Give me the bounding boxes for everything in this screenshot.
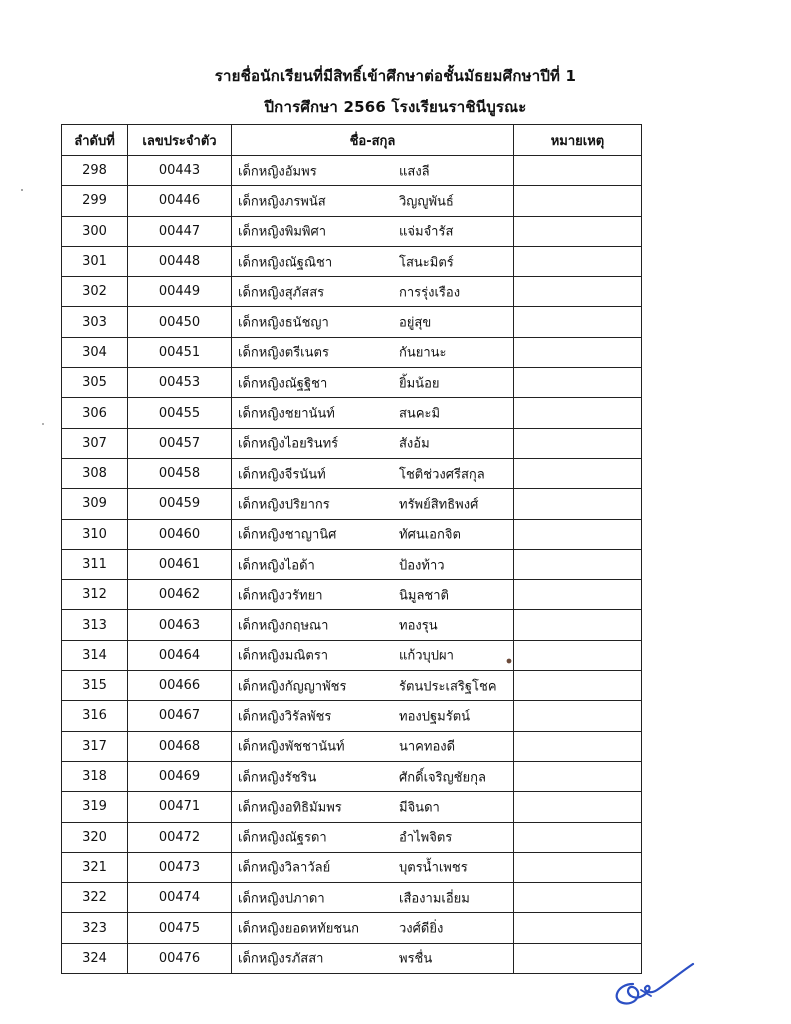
order-number-cell: 300 (62, 216, 128, 246)
order-number-cell: 301 (62, 246, 128, 276)
table-row (62, 852, 642, 882)
student-first-name: เด็กหญิงธนัชญา (238, 315, 329, 331)
student-id-cell: 00446 (128, 186, 232, 216)
table-row (62, 913, 642, 943)
student-first-name: เด็กหญิงตรีเนตร (238, 345, 329, 361)
order-number-cell: 314 (62, 640, 128, 670)
remark-cell (514, 731, 642, 761)
student-name-cell (232, 943, 514, 973)
student-first-name: เด็กหญิงชยานันท์ (238, 406, 335, 422)
student-id-cell: 00461 (128, 549, 232, 579)
remark-cell (514, 156, 642, 186)
table-row (62, 398, 642, 428)
order-number-cell: 320 (62, 822, 128, 852)
student-first-name: เด็กหญิงสุภัสสร (238, 285, 325, 301)
column-header-order: ลำดับที่ (62, 125, 128, 156)
student-id-cell: 00458 (128, 458, 232, 488)
student-first-name: เด็กหญิงวิรัลพัชร (238, 709, 332, 725)
column-header-student-id: เลขประจำตัว (128, 125, 232, 156)
student-name-cell (232, 156, 514, 186)
remark-cell (514, 277, 642, 307)
remark-cell (514, 640, 642, 670)
table-row (62, 640, 642, 670)
student-first-name: เด็กหญิงภรพนัส (238, 194, 326, 210)
student-id-cell: 00448 (128, 246, 232, 276)
table-row (62, 610, 642, 640)
order-number-cell: 303 (62, 307, 128, 337)
student-first-name: เด็กหญิงจีรนันท์ (238, 467, 326, 483)
table-row (62, 337, 642, 367)
student-last-name: ทัศนเอกจิต (399, 527, 461, 543)
order-number-cell: 304 (62, 337, 128, 367)
student-id-cell: 00450 (128, 307, 232, 337)
student-last-name: อยู่สุข (399, 315, 432, 331)
remark-cell (514, 580, 642, 610)
table-row (62, 519, 642, 549)
table-row (62, 580, 642, 610)
student-name-cell (232, 792, 514, 822)
student-first-name: เด็กหญิงมณิตรา (238, 648, 329, 664)
student-last-name: วิญญูพันธ์ (399, 194, 454, 210)
table-row (62, 701, 642, 731)
order-number-cell: 324 (62, 943, 128, 973)
remark-cell (514, 761, 642, 791)
student-last-name: แจ่มจำรัส (399, 224, 454, 240)
student-id-cell: 00476 (128, 943, 232, 973)
student-last-name: สังอ้ม (399, 436, 430, 452)
student-id-cell: 00474 (128, 883, 232, 913)
order-number-cell: 309 (62, 489, 128, 519)
remark-cell (514, 883, 642, 913)
student-id-cell: 00466 (128, 671, 232, 701)
student-id-cell: 00473 (128, 852, 232, 882)
remark-cell (514, 398, 642, 428)
remark-cell (514, 246, 642, 276)
student-id-cell: 00475 (128, 913, 232, 943)
student-id-cell: 00443 (128, 156, 232, 186)
student-first-name: เด็กหญิงกัญญาพัชร (238, 679, 347, 695)
student-id-cell: 00449 (128, 277, 232, 307)
student-id-cell: 00459 (128, 489, 232, 519)
table-row (62, 186, 642, 216)
table-row (62, 792, 642, 822)
student-last-name: ป้องท้าว (399, 558, 445, 573)
student-id-cell: 00451 (128, 337, 232, 367)
table-row (62, 156, 642, 186)
student-first-name: เด็กหญิงไอยรินทร์ (238, 436, 339, 452)
order-number-cell: 319 (62, 792, 128, 822)
remark-cell (514, 307, 642, 337)
student-first-name: เด็กหญิงปริยากร (238, 497, 330, 513)
student-id-cell: 00472 (128, 822, 232, 852)
student-id-cell: 00453 (128, 368, 232, 398)
student-last-name: กันยานะ (399, 345, 447, 361)
student-name-cell (232, 186, 514, 216)
student-last-name: วงศ์ดียิ่ง (399, 921, 444, 937)
table-row (62, 822, 642, 852)
student-name-cell (232, 822, 514, 852)
remark-cell (514, 186, 642, 216)
handwritten-signature (605, 950, 700, 1010)
student-last-name: ทรัพย์สิทธิพงศ์ (399, 497, 479, 513)
student-name-cell (232, 398, 514, 428)
student-name-cell (232, 277, 514, 307)
student-name-cell (232, 428, 514, 458)
student-last-name: มีจินดา (399, 800, 440, 816)
student-last-name: แสงลี (399, 164, 430, 180)
student-name-cell (232, 731, 514, 761)
remark-cell (514, 216, 642, 246)
student-last-name: อำไพจิตร (399, 830, 453, 846)
student-first-name: เด็กหญิงณัฐฐิชา (238, 376, 328, 392)
student-id-cell: 00447 (128, 216, 232, 246)
student-name-cell (232, 337, 514, 367)
student-last-name: ทองปฐมรัตน์ (399, 709, 471, 725)
student-name-cell (232, 701, 514, 731)
student-first-name: เด็กหญิงรัชริน (238, 770, 317, 786)
table-row (62, 428, 642, 458)
table-row (62, 671, 642, 701)
student-last-name: ยิ้มน้อย (399, 376, 440, 392)
student-first-name: เด็กหญิงยอดหทัยชนก (238, 921, 359, 937)
student-name-cell (232, 671, 514, 701)
student-first-name: เด็กหญิงณัฐณิชา (238, 255, 333, 271)
order-number-cell: 302 (62, 277, 128, 307)
table-row (62, 307, 642, 337)
remark-cell (514, 458, 642, 488)
student-last-name: การรุ่งเรือง (399, 285, 461, 301)
remark-cell (514, 489, 642, 519)
order-number-cell: 313 (62, 610, 128, 640)
column-header-remark: หมายเหตุ (514, 125, 642, 156)
order-number-cell: 310 (62, 519, 128, 549)
scan-speck (42, 423, 44, 425)
student-name-cell (232, 640, 514, 670)
remark-cell (514, 368, 642, 398)
remark-cell (514, 822, 642, 852)
column-header-name: ชื่อ-สกุล (232, 125, 514, 156)
student-id-cell: 00471 (128, 792, 232, 822)
student-name-cell (232, 852, 514, 882)
student-id-cell: 00462 (128, 580, 232, 610)
order-number-cell: 323 (62, 913, 128, 943)
student-first-name: เด็กหญิงปภาดา (238, 891, 325, 907)
table-row (62, 458, 642, 488)
remark-cell (514, 852, 642, 882)
student-last-name: สนคะมิ (399, 406, 441, 422)
order-number-cell: 316 (62, 701, 128, 731)
student-last-name: นาคทองดี (399, 739, 456, 755)
student-last-name: โชติช่วงศรีสกุล (399, 467, 485, 483)
student-name-cell (232, 216, 514, 246)
student-id-cell: 00455 (128, 398, 232, 428)
table-row (62, 761, 642, 791)
order-number-cell: 299 (62, 186, 128, 216)
student-id-cell: 00467 (128, 701, 232, 731)
student-name-cell (232, 489, 514, 519)
student-last-name: เสืองามเอี่ยม (399, 891, 470, 907)
student-id-cell: 00468 (128, 731, 232, 761)
student-last-name: บุตรน้ำเพชร (399, 860, 468, 876)
table-row (62, 883, 642, 913)
student-id-cell: 00469 (128, 761, 232, 791)
remark-cell (514, 701, 642, 731)
order-number-cell: 317 (62, 731, 128, 761)
student-name-cell (232, 519, 514, 549)
order-number-cell: 315 (62, 671, 128, 701)
order-number-cell: 311 (62, 549, 128, 579)
table-row (62, 246, 642, 276)
order-number-cell: 312 (62, 580, 128, 610)
student-name-cell (232, 246, 514, 276)
table-header-row (62, 125, 642, 156)
order-number-cell: 308 (62, 458, 128, 488)
table-row (62, 731, 642, 761)
remark-cell (514, 519, 642, 549)
student-first-name: เด็กหญิงพัชชานันท์ (238, 739, 345, 755)
student-first-name: เด็กหญิงชาญานิศ (238, 527, 337, 543)
order-number-cell: 322 (62, 883, 128, 913)
scan-speck (21, 189, 23, 191)
order-number-cell: 298 (62, 156, 128, 186)
document-subtitle: ปีการศึกษา 2566 โรงเรียนราชินีบูรณะ (264, 98, 527, 116)
table-row (62, 277, 642, 307)
remark-cell (514, 671, 642, 701)
student-first-name: เด็กหญิงพิมพิศา (238, 224, 327, 240)
student-last-name: แก้วบุปผา (399, 648, 454, 664)
remark-cell (514, 549, 642, 579)
student-name-cell (232, 458, 514, 488)
student-name-cell (232, 549, 514, 579)
table-row (62, 489, 642, 519)
student-last-name: นิมูลชาติ (399, 588, 449, 604)
table-row (62, 216, 642, 246)
table-row (62, 943, 642, 973)
remark-cell (514, 337, 642, 367)
student-name-cell (232, 368, 514, 398)
student-first-name: เด็กหญิงไอด้า (238, 558, 315, 573)
student-last-name: ศักดิ์เจริญชัยกุล (399, 770, 486, 786)
student-name-cell (232, 913, 514, 943)
student-name-cell (232, 580, 514, 610)
student-last-name: พรชื่น (399, 951, 433, 967)
student-id-cell: 00463 (128, 610, 232, 640)
student-id-cell: 00457 (128, 428, 232, 458)
remark-cell (514, 610, 642, 640)
student-name-cell (232, 883, 514, 913)
order-number-cell: 306 (62, 398, 128, 428)
order-number-cell: 321 (62, 852, 128, 882)
order-number-cell: 305 (62, 368, 128, 398)
student-roster-table (61, 124, 642, 974)
student-name-cell (232, 761, 514, 791)
table-row (62, 368, 642, 398)
student-last-name: โสนะมิตร์ (399, 255, 454, 271)
student-first-name: เด็กหญิงณัฐรดา (238, 830, 327, 846)
document-title: รายชื่อนักเรียนที่มีสิทธิ์เข้าศึกษาต่อชั้นมัธยมศึกษาปีที่ 1 (214, 67, 577, 85)
student-first-name: เด็กหญิงวิลาวัลย์ (238, 860, 331, 876)
student-first-name: เด็กหญิงวรัทยา (238, 588, 323, 604)
remark-cell (514, 428, 642, 458)
student-id-cell: 00464 (128, 640, 232, 670)
order-number-cell: 307 (62, 428, 128, 458)
student-first-name: เด็กหญิงกฤษณา (238, 618, 329, 634)
student-first-name: เด็กหญิงอทิธิมัมพร (238, 800, 342, 816)
order-number-cell: 318 (62, 761, 128, 791)
student-id-cell: 00460 (128, 519, 232, 549)
student-last-name: ทองรุน (399, 618, 438, 634)
student-name-cell (232, 307, 514, 337)
student-first-name: เด็กหญิงรภัสสา (238, 951, 324, 967)
remark-cell (514, 792, 642, 822)
table-row (62, 549, 642, 579)
student-last-name: รัตนประเสริฐโชค (399, 679, 497, 695)
student-name-cell (232, 610, 514, 640)
student-first-name: เด็กหญิงอัมพร (238, 164, 317, 180)
remark-cell (514, 913, 642, 943)
